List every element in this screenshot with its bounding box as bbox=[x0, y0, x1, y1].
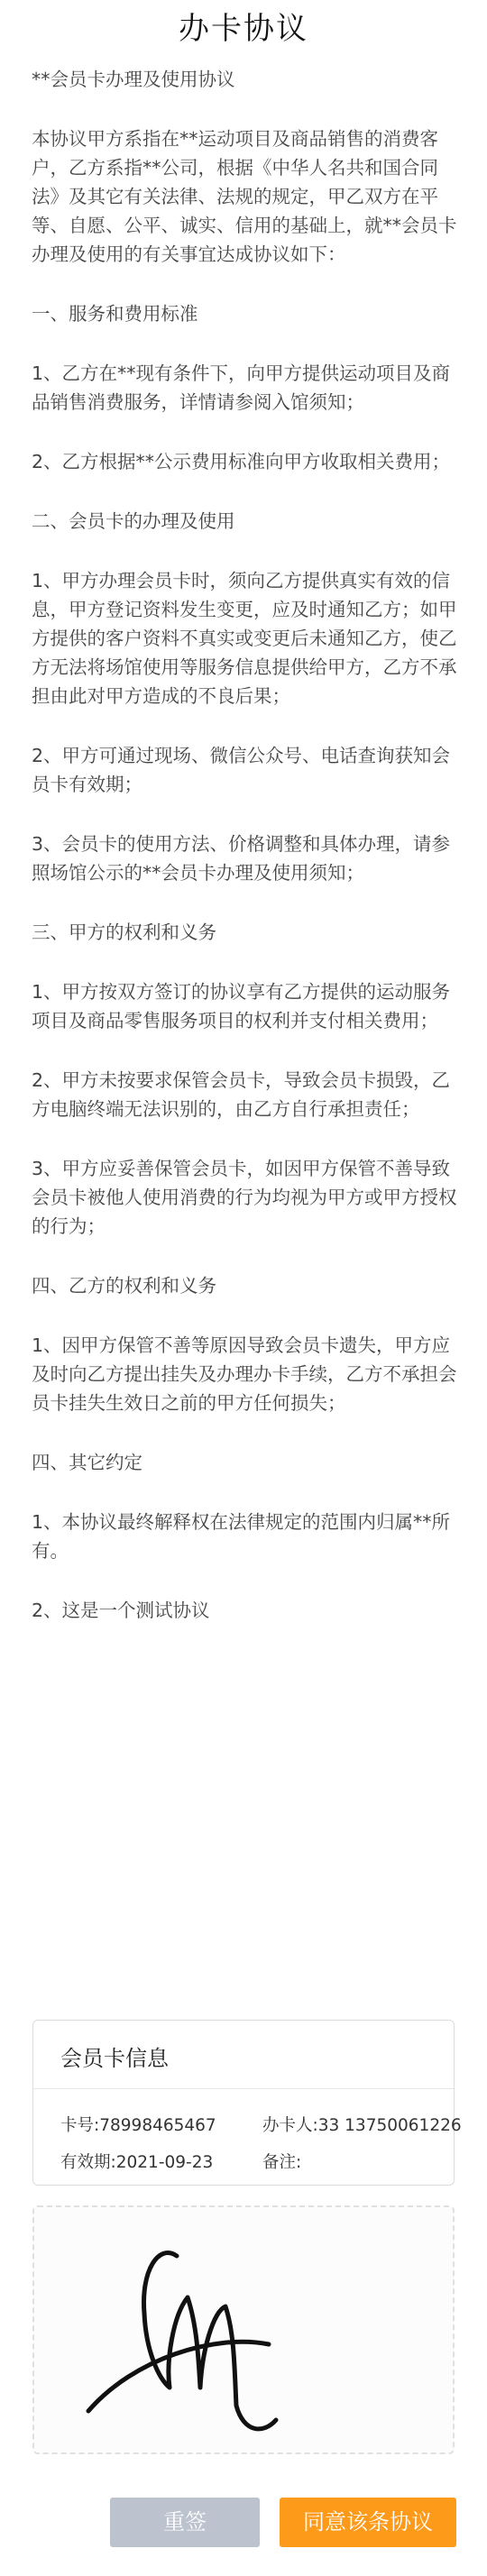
card-agent: 办卡人:33 13750061226 bbox=[262, 2116, 462, 2135]
agreement-intro: 本协议甲方系指在**运动项目及商品销售的消费客户，乙方系指**公司，根据《中华人名共和国合同法》及其它有关法律、法规的规定，甲乙双方在平等、自愿、公平、诚实、信用的基础上，就**会员卡办理及使用的有关事宜达成协议如下： bbox=[32, 128, 457, 265]
card-remark: 备注: bbox=[262, 2153, 302, 2172]
section-heading: 四、乙方的权利和义务 bbox=[32, 1275, 216, 1297]
section-heading: 四、其它约定 bbox=[32, 1452, 142, 1473]
card-divider bbox=[33, 2088, 454, 2089]
signature-pad[interactable] bbox=[32, 2205, 455, 2454]
card-title: 会员卡信息 bbox=[60, 2046, 169, 2071]
resign-button[interactable]: 重签 bbox=[110, 2498, 260, 2547]
agreement-clause: 2、甲方可通过现场、微信公众号、电话查询获知会员卡有效期； bbox=[32, 745, 451, 795]
section-heading: 二、会员卡的办理及使用 bbox=[32, 510, 235, 532]
agreement-clause: 3、会员卡的使用方法、价格调整和具体办理，请参照场馆公示的**会员卡办理及使用须知； bbox=[32, 833, 451, 884]
member-card-info bbox=[32, 2020, 462, 2186]
agreement-clause: 2、这是一个测试协议 bbox=[32, 1600, 210, 1621]
agreement-heading: **会员卡办理及使用协议 bbox=[32, 69, 235, 90]
agreement-text bbox=[32, 65, 457, 1655]
page-title: 办卡协议 bbox=[179, 11, 308, 47]
card-number: 卡号:78998465467 bbox=[60, 2116, 216, 2135]
agreement-clause: 1、乙方在**现有条件下，向甲方提供运动项目及商品销售消费服务，详情请参阅入馆须知； bbox=[32, 362, 451, 413]
agreement-clause: 1、因甲方保管不善等原因导致会员卡遗失，甲方应及时向乙方提出挂失及办理办卡手续，乙方不承担会员卡挂失生效日之前的甲方任何损失； bbox=[32, 1334, 457, 1414]
agreement-clause: 1、甲方办理会员卡时，须向乙方提供真实有效的信息，甲方登记资料发生变更，应及时通知乙方；如甲方提供的客户资料不真实或变更后未通知乙方，使乙方无法将场馆使用等服务信息提供给甲方，乙方不承担由此对甲方造成的不良后果； bbox=[32, 570, 457, 707]
section-heading: 一、服务和费用标准 bbox=[32, 303, 198, 325]
section-heading: 三、甲方的权利和义务 bbox=[32, 921, 216, 943]
agreement-clause: 2、乙方根据**公示费用标准向甲方收取相关费用； bbox=[32, 451, 451, 472]
agree-button[interactable]: 同意该条协议 bbox=[280, 2498, 456, 2547]
agreement-clause: 2、甲方未按要求保管会员卡，导致会员卡损毁，乙方电脑终端无法识别的，由乙方自行承担责任； bbox=[32, 1069, 451, 1120]
signature-stroke bbox=[34, 2207, 453, 2452]
agreement-clause: 1、甲方按双方签订的协议享有乙方提供的运动服务项目及商品零售服务项目的权利并支付相关费用； bbox=[32, 981, 451, 1031]
card-valid-until: 有效期:2021-09-23 bbox=[60, 2153, 214, 2172]
agreement-clause: 1、本协议最终解释权在法律规定的范围内归属**所有。 bbox=[32, 1511, 451, 1562]
agreement-clause: 3、甲方应妥善保管会员卡，如因甲方保管不善导致会员卡被他人使用消费的行为均视为甲方或甲方授权的行为； bbox=[32, 1158, 457, 1237]
